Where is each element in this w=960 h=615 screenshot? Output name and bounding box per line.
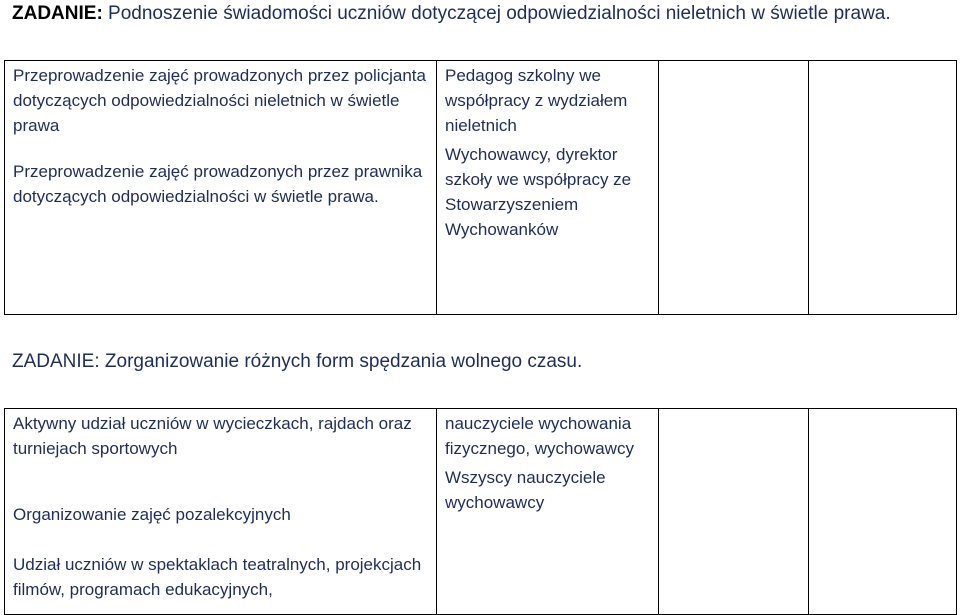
section-2-heading-text: Zorganizowanie różnych form spędzania wolnego czasu. [99, 351, 583, 372]
section-1-heading-lead: ZADANIE: [12, 3, 103, 24]
responsible-cell [437, 409, 659, 615]
table-row [5, 61, 957, 315]
section-1-heading-text: Podnoszenie świadomości uczniów dotyczącej odpowiedzialności nieletnich w świetle prawa. [102, 3, 891, 24]
empty-cell [659, 409, 809, 615]
responsible-item: Wychowawcy, dyrektor szkoły we współpracy ze Stowarzyszeniem Wychowanków [445, 145, 632, 239]
activity-item: Przeprowadzenie zajęć prowadzonych przez prawnika dotyczących odpowiedzialności w świetle prawa. [13, 162, 423, 206]
section-1-heading [12, 2, 891, 26]
section-2-heading [12, 350, 582, 374]
empty-cell [659, 61, 809, 315]
activities-cell [5, 61, 437, 315]
empty-cell [809, 61, 957, 315]
activity-item: Organizowanie zajęć pozalekcyjnych [13, 505, 291, 524]
responsible-cell [437, 61, 659, 315]
section-1-table [4, 60, 957, 315]
activity-item: Przeprowadzenie zajęć prowadzonych przez policjanta dotyczących odpowiedzialności nieletnich w świetle prawa [13, 66, 426, 135]
responsible-item: Wszyscy nauczyciele wychowawcy [445, 468, 606, 512]
section-2-heading-lead: ZADANIE: [12, 351, 100, 372]
activity-item: Udział uczniów w spektaklach teatralnych, projekcjach filmów, programach edukacyjnych, [13, 555, 422, 599]
responsible-item: nauczyciele wychowania fizycznego, wychowawcy [445, 414, 634, 458]
table-row [5, 409, 957, 615]
activities-cell [5, 409, 437, 615]
responsible-item: Pedagog szkolny we współpracy z wydziałem nieletnich [445, 66, 628, 135]
section-2-table [4, 408, 957, 615]
empty-cell [809, 409, 957, 615]
activity-item: Aktywny udział uczniów w wycieczkach, rajdach oraz turniejach sportowych [13, 414, 412, 458]
